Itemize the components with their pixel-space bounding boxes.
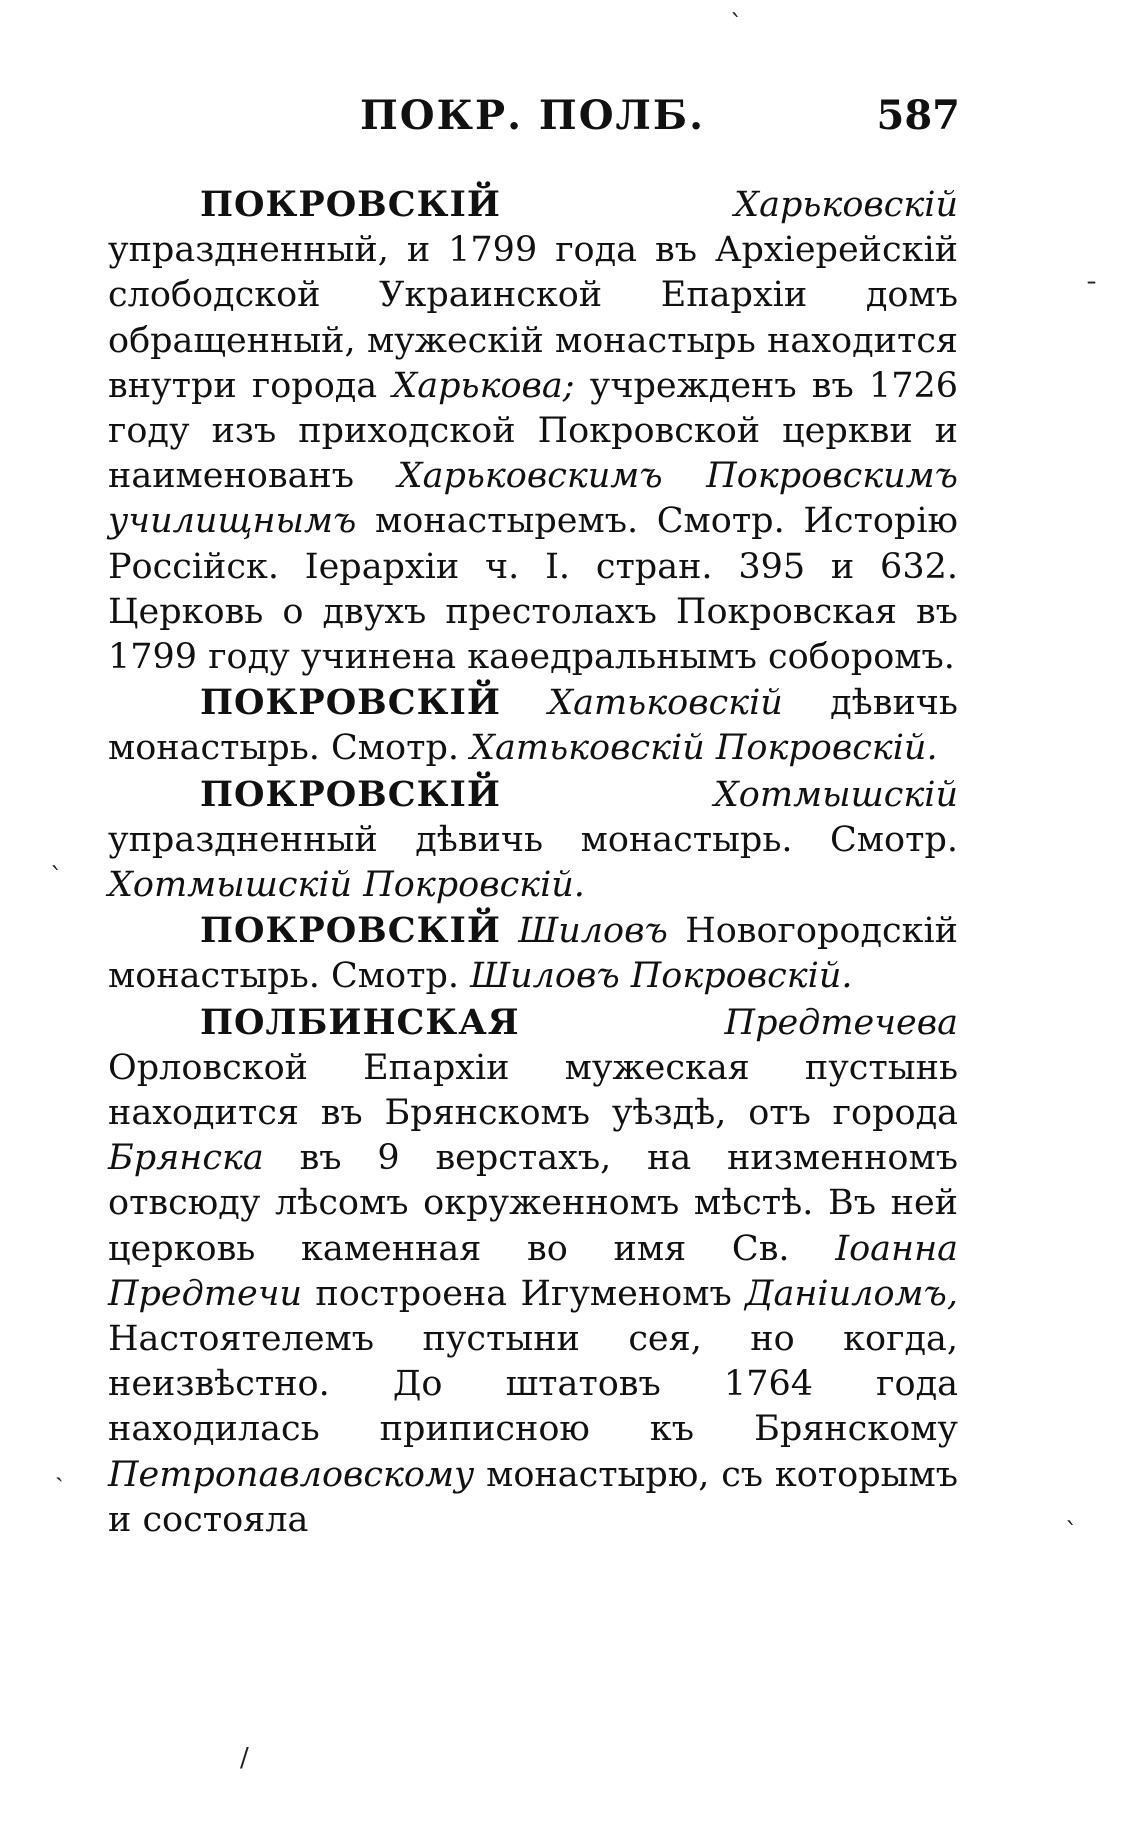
entry-pokrovsky-khotmyshsky: [108, 772, 958, 909]
page-number: 587: [876, 92, 960, 139]
running-head: ПОКР. ПОЛБ.: [360, 92, 706, 139]
entry-body-text: Орловской Епархіи мужеская пустынь находится въ Брянскомъ уѣздѣ, отъ города: [108, 1047, 958, 1134]
scan-speck: ˋ: [1065, 1518, 1078, 1548]
entry-place-name: Хотмышскій: [713, 774, 958, 815]
entry-body-text: монастыремъ. Смотр. Исторію Россійск. Іерархіи ч. I. стран. 395 и 632. Церковь о двухъ престолахъ Покровская въ 1799 году учинена каѳедральнымъ соборомъ.: [108, 501, 958, 678]
entry-cross-reference: Хатьковскій Покровскій.: [470, 728, 938, 769]
page-header: [110, 92, 960, 152]
entry-headword: ПОКРОВСКІЙ: [200, 184, 501, 225]
entry-place-name: Шиловъ: [518, 911, 668, 952]
entry-body-text: въ 9 верстахъ, на низменномъ отвсюду лѣсомъ окруженномъ мѣстѣ. Въ ней церковь каменная во имя Св.: [108, 1138, 958, 1269]
entry-city-name: Харькова;: [392, 365, 575, 406]
entry-city-name: Брянска: [108, 1138, 264, 1179]
entry-place-name: Харьковскій: [734, 185, 958, 225]
entry-headword: ПОЛБИНСКАЯ: [200, 1001, 520, 1043]
entry-body-text: Новогородскій монастырь. Смотр.: [108, 911, 958, 997]
entry-body-text: Настоятелемъ пустыни сея, но когда, неизвѣстно. До штатовъ 1764 года находилась приписною къ Брянскому: [108, 1319, 958, 1450]
entry-headword: ПОКРОВСКІЙ: [200, 773, 501, 815]
entry-cross-reference: Шиловъ Покровскій.: [470, 956, 853, 997]
scan-speck: /: [240, 1743, 249, 1773]
scan-speck: ˋ: [50, 863, 63, 893]
entry-body-text: монастырю, съ которымъ и состояла: [108, 1454, 958, 1540]
entry-saint-name: Іоанна Предтечи: [108, 1228, 958, 1314]
entry-headword: ПОКРОВСКІЙ: [200, 910, 501, 952]
entry-body-text: построена Игуменомъ: [302, 1273, 746, 1314]
entry-pokrovsky-khatkovsky: [108, 680, 958, 771]
entry-pokrovsky-kharkovsky: [108, 182, 958, 680]
entry-place-name: Предтечева: [724, 1002, 958, 1043]
entry-monastery-name: Петропавловскому: [108, 1454, 475, 1495]
scan-speck: ˉ: [1085, 278, 1098, 308]
dictionary-text: [108, 182, 958, 1543]
scan-speck: ˋ: [730, 10, 743, 40]
entry-body-text: учрежденъ въ 1726 году изъ приходской Покровской церкви и наименованъ: [108, 365, 959, 497]
entry-headword: ПОКРОВСКІЙ: [200, 682, 501, 724]
entry-place-name: Хатьковскій: [548, 683, 783, 724]
entry-monastery-name: Харьковскимъ Покровскимъ училищнымъ: [108, 456, 958, 542]
entry-cross-reference: Хотмышскій Покровскій.: [108, 865, 585, 906]
entry-pokrovsky-shilov: [108, 908, 958, 999]
entry-body-text: упраздненный дѣвичь монастырь. Смотр.: [108, 819, 958, 860]
entry-person-name: Даніиломъ,: [745, 1273, 958, 1314]
entry-body-text: упраздненный, и 1799 года въ Архіерейскій слободской Украинской Епархіи домъ обращенный, мужескій монастырь находится внутри города: [108, 230, 958, 406]
scan-speck: ˏ: [55, 1453, 64, 1483]
entry-body-text: дѣвичь монастырь. Смотр.: [108, 683, 958, 769]
entry-polbinskaya: [108, 1000, 958, 1543]
